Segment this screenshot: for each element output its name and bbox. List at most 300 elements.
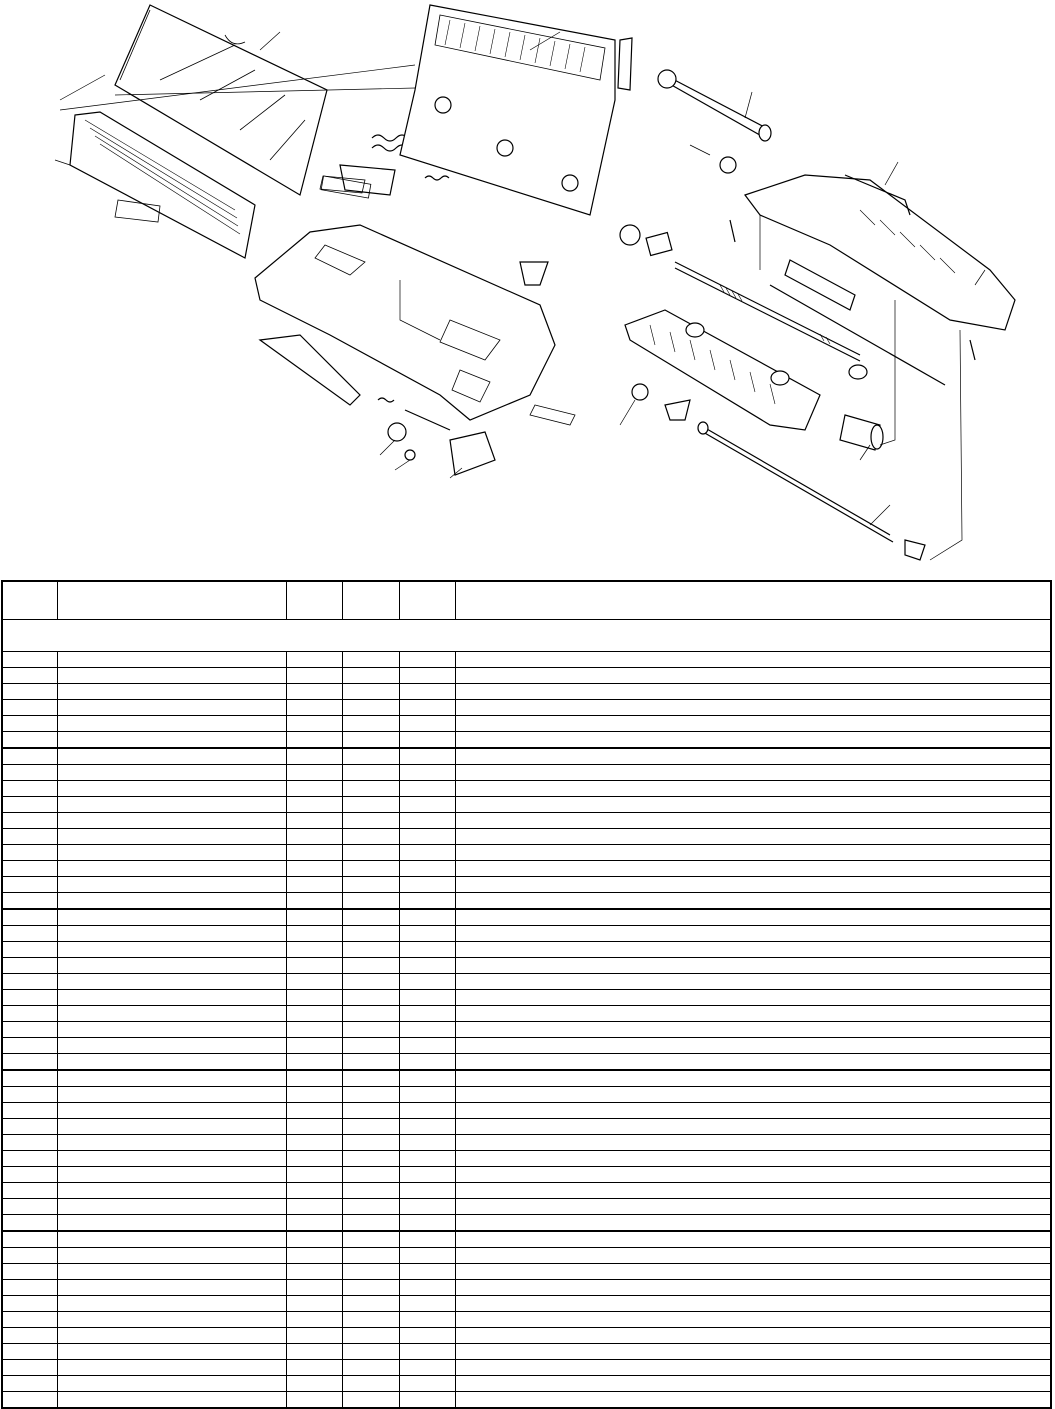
table-cell xyxy=(2,1296,57,1312)
table-row xyxy=(2,958,1051,974)
table-cell xyxy=(342,1280,399,1296)
table-cell xyxy=(2,781,57,797)
table-cell xyxy=(2,893,57,910)
table-cell xyxy=(342,684,399,700)
table-cell xyxy=(342,1215,399,1232)
table-cell xyxy=(342,700,399,716)
table-row xyxy=(2,684,1051,700)
table-cell xyxy=(286,1151,342,1167)
table-cell xyxy=(455,1087,1051,1103)
table-cell xyxy=(455,958,1051,974)
table-row xyxy=(2,652,1051,668)
separation-lever xyxy=(785,260,855,310)
table-cell xyxy=(2,1392,57,1409)
table-cell xyxy=(399,668,455,684)
table-cell xyxy=(286,1103,342,1119)
panel-clip xyxy=(520,262,548,285)
table-cell xyxy=(399,893,455,910)
table-cell xyxy=(57,1087,286,1103)
table-row xyxy=(2,700,1051,716)
table-cell xyxy=(2,1070,57,1087)
table-cell xyxy=(399,861,455,877)
table-cell xyxy=(57,1022,286,1038)
table-cell xyxy=(399,1103,455,1119)
table-cell xyxy=(286,845,342,861)
parts-table-body xyxy=(2,652,1051,1409)
table-cell xyxy=(455,974,1051,990)
table-cell xyxy=(399,1248,455,1264)
table-cell xyxy=(455,716,1051,732)
table-cell xyxy=(399,1376,455,1392)
table-cell xyxy=(455,861,1051,877)
table-cell xyxy=(399,1312,455,1328)
table-cell xyxy=(399,765,455,781)
table-cell xyxy=(455,781,1051,797)
table-cell xyxy=(286,1312,342,1328)
table-cell xyxy=(286,861,342,877)
table-cell xyxy=(399,1296,455,1312)
table-cell xyxy=(455,1264,1051,1280)
table-cell xyxy=(57,1344,286,1360)
table-cell xyxy=(455,1070,1051,1087)
table-cell xyxy=(57,829,286,845)
table-cell xyxy=(2,942,57,958)
table-cell xyxy=(57,1183,286,1199)
table-cell xyxy=(455,1280,1051,1296)
table-cell xyxy=(455,829,1051,845)
table-row xyxy=(2,877,1051,893)
table-cell xyxy=(399,1360,455,1376)
table-row xyxy=(2,716,1051,732)
table-cell xyxy=(2,1264,57,1280)
feed-roller xyxy=(840,415,883,450)
table-cell xyxy=(286,813,342,829)
table-cell xyxy=(399,1038,455,1054)
table-row xyxy=(2,781,1051,797)
table-cell xyxy=(286,1054,342,1071)
table-cell xyxy=(57,797,286,813)
table-cell xyxy=(286,1167,342,1183)
table-cell xyxy=(57,974,286,990)
table-cell xyxy=(57,716,286,732)
table-cell xyxy=(455,797,1051,813)
table-cell xyxy=(286,893,342,910)
table-cell xyxy=(455,909,1051,926)
table-cell xyxy=(342,1199,399,1215)
table-cell xyxy=(286,1231,342,1248)
table-row xyxy=(2,813,1051,829)
table-cell xyxy=(342,668,399,684)
table-row xyxy=(2,1103,1051,1119)
table-cell xyxy=(399,877,455,893)
table-cell xyxy=(286,1006,342,1022)
table-cell xyxy=(342,893,399,910)
table-cell xyxy=(399,829,455,845)
table-cell xyxy=(342,877,399,893)
table-cell xyxy=(2,652,57,668)
table-cell xyxy=(399,926,455,942)
table-cell xyxy=(455,732,1051,749)
table-cell xyxy=(399,1328,455,1344)
table-cell xyxy=(399,845,455,861)
table-cell xyxy=(57,1006,286,1022)
table-cell xyxy=(286,926,342,942)
table-row xyxy=(2,829,1051,845)
table-cell xyxy=(399,958,455,974)
table-cell xyxy=(455,1328,1051,1344)
cylinder-part xyxy=(450,432,495,475)
table-cell xyxy=(455,765,1051,781)
table-cell xyxy=(342,1135,399,1151)
table-cell xyxy=(342,732,399,749)
table-cell xyxy=(455,748,1051,765)
table-cell xyxy=(57,926,286,942)
table-cell xyxy=(286,1087,342,1103)
table-cell xyxy=(57,1135,286,1151)
table-row xyxy=(2,1038,1051,1054)
table-cell xyxy=(342,1087,399,1103)
table-cell xyxy=(399,1264,455,1280)
table-row xyxy=(2,1280,1051,1296)
table-cell xyxy=(57,1070,286,1087)
table-cell xyxy=(2,1183,57,1199)
table-cell xyxy=(2,926,57,942)
table-cell xyxy=(342,974,399,990)
table-row xyxy=(2,1264,1051,1280)
table-cell xyxy=(342,1296,399,1312)
table-cell xyxy=(399,1119,455,1135)
table-cell xyxy=(342,990,399,1006)
table-cell xyxy=(57,668,286,684)
table-cell xyxy=(286,1360,342,1376)
table-cell xyxy=(399,716,455,732)
table-cell xyxy=(2,1038,57,1054)
table-cell xyxy=(57,1280,286,1296)
table-row xyxy=(2,1070,1051,1087)
table-cell xyxy=(455,668,1051,684)
table-row xyxy=(2,732,1051,749)
table-cell xyxy=(2,1087,57,1103)
table-cell xyxy=(399,1022,455,1038)
table-cell xyxy=(399,1135,455,1151)
table-cell xyxy=(399,748,455,765)
table-row xyxy=(2,1151,1051,1167)
table-cell xyxy=(342,1103,399,1119)
table-cell xyxy=(455,942,1051,958)
table-cell xyxy=(455,1248,1051,1264)
table-cell xyxy=(286,684,342,700)
table-cell xyxy=(2,1151,57,1167)
table-row xyxy=(2,1392,1051,1409)
table-row xyxy=(2,1006,1051,1022)
table-cell xyxy=(286,1215,342,1232)
table-cell xyxy=(2,958,57,974)
table-row xyxy=(2,668,1051,684)
table-cell xyxy=(286,1119,342,1135)
table-cell xyxy=(2,684,57,700)
table-cell xyxy=(342,1054,399,1071)
table-cell xyxy=(342,1248,399,1264)
table-cell xyxy=(342,1070,399,1087)
table-cell xyxy=(2,1360,57,1376)
table-cell xyxy=(57,990,286,1006)
table-cell xyxy=(455,1183,1051,1199)
table-cell xyxy=(2,1006,57,1022)
table-cell xyxy=(2,974,57,990)
panel-strip xyxy=(260,335,360,405)
table-cell xyxy=(455,1312,1051,1328)
table-cell xyxy=(2,813,57,829)
table-cell xyxy=(2,845,57,861)
roller-holder xyxy=(665,400,690,420)
table-cell xyxy=(286,1344,342,1360)
col-new-mark-header xyxy=(342,581,399,620)
table-cell xyxy=(2,732,57,749)
table-cell xyxy=(455,1167,1051,1183)
table-cell xyxy=(455,1392,1051,1409)
table-cell xyxy=(399,1344,455,1360)
table-cell xyxy=(57,1054,286,1071)
table-cell xyxy=(455,926,1051,942)
table-cell xyxy=(399,1199,455,1215)
table-cell xyxy=(342,1376,399,1392)
table-row xyxy=(2,1360,1051,1376)
parts-list-table xyxy=(1,580,1052,1409)
table-cell xyxy=(399,1167,455,1183)
table-cell xyxy=(455,1103,1051,1119)
section-title-cell xyxy=(2,620,1051,652)
table-cell xyxy=(57,1360,286,1376)
table-cell xyxy=(286,1183,342,1199)
table-row xyxy=(2,909,1051,926)
table-cell xyxy=(2,1119,57,1135)
col-part-rank-header xyxy=(399,581,455,620)
table-cell xyxy=(57,845,286,861)
table-cell xyxy=(57,1103,286,1119)
table-cell xyxy=(2,1248,57,1264)
table-cell xyxy=(342,1231,399,1248)
table-cell xyxy=(455,1006,1051,1022)
table-cell xyxy=(342,1006,399,1022)
table-cell xyxy=(286,781,342,797)
roller-chassis xyxy=(745,175,1015,330)
table-cell xyxy=(455,700,1051,716)
col-description-header xyxy=(455,581,1051,620)
table-cell xyxy=(399,974,455,990)
table-cell xyxy=(455,652,1051,668)
table-cell xyxy=(399,700,455,716)
table-row xyxy=(2,797,1051,813)
table-cell xyxy=(286,1248,342,1264)
table-cell xyxy=(286,652,342,668)
table-cell xyxy=(57,1151,286,1167)
table-cell xyxy=(57,765,286,781)
table-cell xyxy=(399,1183,455,1199)
table-cell xyxy=(455,1231,1051,1248)
table-cell xyxy=(286,1296,342,1312)
table-cell xyxy=(57,781,286,797)
table-cell xyxy=(342,716,399,732)
table-cell xyxy=(342,1328,399,1344)
table-cell xyxy=(455,684,1051,700)
table-cell xyxy=(399,732,455,749)
table-cell xyxy=(57,1231,286,1248)
table-cell xyxy=(286,1038,342,1054)
table-cell xyxy=(2,861,57,877)
table-cell xyxy=(57,1167,286,1183)
table-cell xyxy=(455,1344,1051,1360)
table-cell xyxy=(342,1022,399,1038)
table-cell xyxy=(2,1135,57,1151)
table-cell xyxy=(2,1167,57,1183)
screw-part-2 xyxy=(970,340,975,360)
side-bracket xyxy=(618,38,632,90)
table-cell xyxy=(342,861,399,877)
table-cell xyxy=(342,748,399,765)
table-cell xyxy=(2,797,57,813)
table-cell xyxy=(2,716,57,732)
table-cell xyxy=(2,829,57,845)
table-cell xyxy=(2,700,57,716)
table-cell xyxy=(2,990,57,1006)
table-cell xyxy=(286,958,342,974)
table-cell xyxy=(2,1312,57,1328)
table-cell xyxy=(399,813,455,829)
table-cell xyxy=(286,1328,342,1344)
table-cell xyxy=(342,765,399,781)
table-row xyxy=(2,1183,1051,1199)
operation-panel-cover xyxy=(255,225,555,420)
table-cell xyxy=(342,958,399,974)
table-row xyxy=(2,893,1051,910)
table-cell xyxy=(2,1215,57,1232)
table-cell xyxy=(342,909,399,926)
table-cell xyxy=(342,926,399,942)
table-cell xyxy=(57,1215,286,1232)
table-cell xyxy=(286,877,342,893)
table-cell xyxy=(286,942,342,958)
table-cell xyxy=(286,909,342,926)
table-cell xyxy=(342,813,399,829)
table-cell xyxy=(342,1312,399,1328)
table-row xyxy=(2,1215,1051,1232)
table-row xyxy=(2,1376,1051,1392)
table-cell xyxy=(57,652,286,668)
table-cell xyxy=(286,797,342,813)
table-cell xyxy=(342,1264,399,1280)
table-cell xyxy=(57,877,286,893)
table-row xyxy=(2,1054,1051,1071)
table-cell xyxy=(2,1199,57,1215)
table-cell xyxy=(286,700,342,716)
table-cell xyxy=(399,781,455,797)
document-feeder-frame xyxy=(400,5,615,215)
table-cell xyxy=(455,813,1051,829)
table-cell xyxy=(399,1392,455,1409)
col-price-rank-header xyxy=(286,581,342,620)
table-row xyxy=(2,1135,1051,1151)
table-cell xyxy=(399,1006,455,1022)
table-row xyxy=(2,1199,1051,1215)
table-row xyxy=(2,942,1051,958)
table-cell xyxy=(286,1376,342,1392)
table-cell xyxy=(399,1087,455,1103)
table-cell xyxy=(2,1103,57,1119)
table-cell xyxy=(399,990,455,1006)
table-cell xyxy=(286,1135,342,1151)
table-cell xyxy=(286,732,342,749)
table-cell xyxy=(2,1376,57,1392)
table-cell xyxy=(286,748,342,765)
exploded-parts-diagram xyxy=(0,0,1055,575)
table-cell xyxy=(342,1038,399,1054)
table-cell xyxy=(455,1022,1051,1038)
table-cell xyxy=(342,797,399,813)
table-cell xyxy=(455,1038,1051,1054)
table-cell xyxy=(286,990,342,1006)
table-row xyxy=(2,1344,1051,1360)
col-no-header xyxy=(2,581,57,620)
table-cell xyxy=(286,765,342,781)
table-cell xyxy=(2,1231,57,1248)
table-cell xyxy=(286,668,342,684)
table-row xyxy=(2,1248,1051,1264)
table-cell xyxy=(455,893,1051,910)
paper-guide-plate xyxy=(625,310,820,430)
table-cell xyxy=(455,1296,1051,1312)
table-cell xyxy=(399,1280,455,1296)
table-cell xyxy=(399,909,455,926)
table-cell xyxy=(455,1135,1051,1151)
sensor-lever xyxy=(321,165,395,198)
table-cell xyxy=(57,732,286,749)
table-cell xyxy=(455,1151,1051,1167)
table-cell xyxy=(399,1215,455,1232)
shaft-part xyxy=(405,410,450,430)
table-cell xyxy=(286,716,342,732)
gear-set xyxy=(620,157,736,256)
table-cell xyxy=(2,668,57,684)
table-cell xyxy=(286,1022,342,1038)
table-cell xyxy=(57,813,286,829)
col-part-number-header xyxy=(57,581,286,620)
table-row xyxy=(2,1167,1051,1183)
table-cell xyxy=(455,1215,1051,1232)
bearing-part xyxy=(905,540,925,560)
table-cell xyxy=(57,942,286,958)
table-cell xyxy=(455,1376,1051,1392)
table-cell xyxy=(57,958,286,974)
table-cell xyxy=(455,1199,1051,1215)
screw-part xyxy=(730,220,735,242)
table-cell xyxy=(399,652,455,668)
table-cell xyxy=(2,765,57,781)
table-cell xyxy=(57,748,286,765)
table-cell xyxy=(286,1070,342,1087)
upper-roller-shaft xyxy=(658,70,771,141)
table-cell xyxy=(399,1231,455,1248)
table-cell xyxy=(342,1151,399,1167)
table-cell xyxy=(2,909,57,926)
table-cell xyxy=(342,781,399,797)
table-cell xyxy=(455,1054,1051,1071)
table-cell xyxy=(57,1264,286,1280)
table-row xyxy=(2,765,1051,781)
table-cell xyxy=(455,877,1051,893)
table-cell xyxy=(57,1392,286,1409)
table-cell xyxy=(57,1376,286,1392)
table-cell xyxy=(286,829,342,845)
